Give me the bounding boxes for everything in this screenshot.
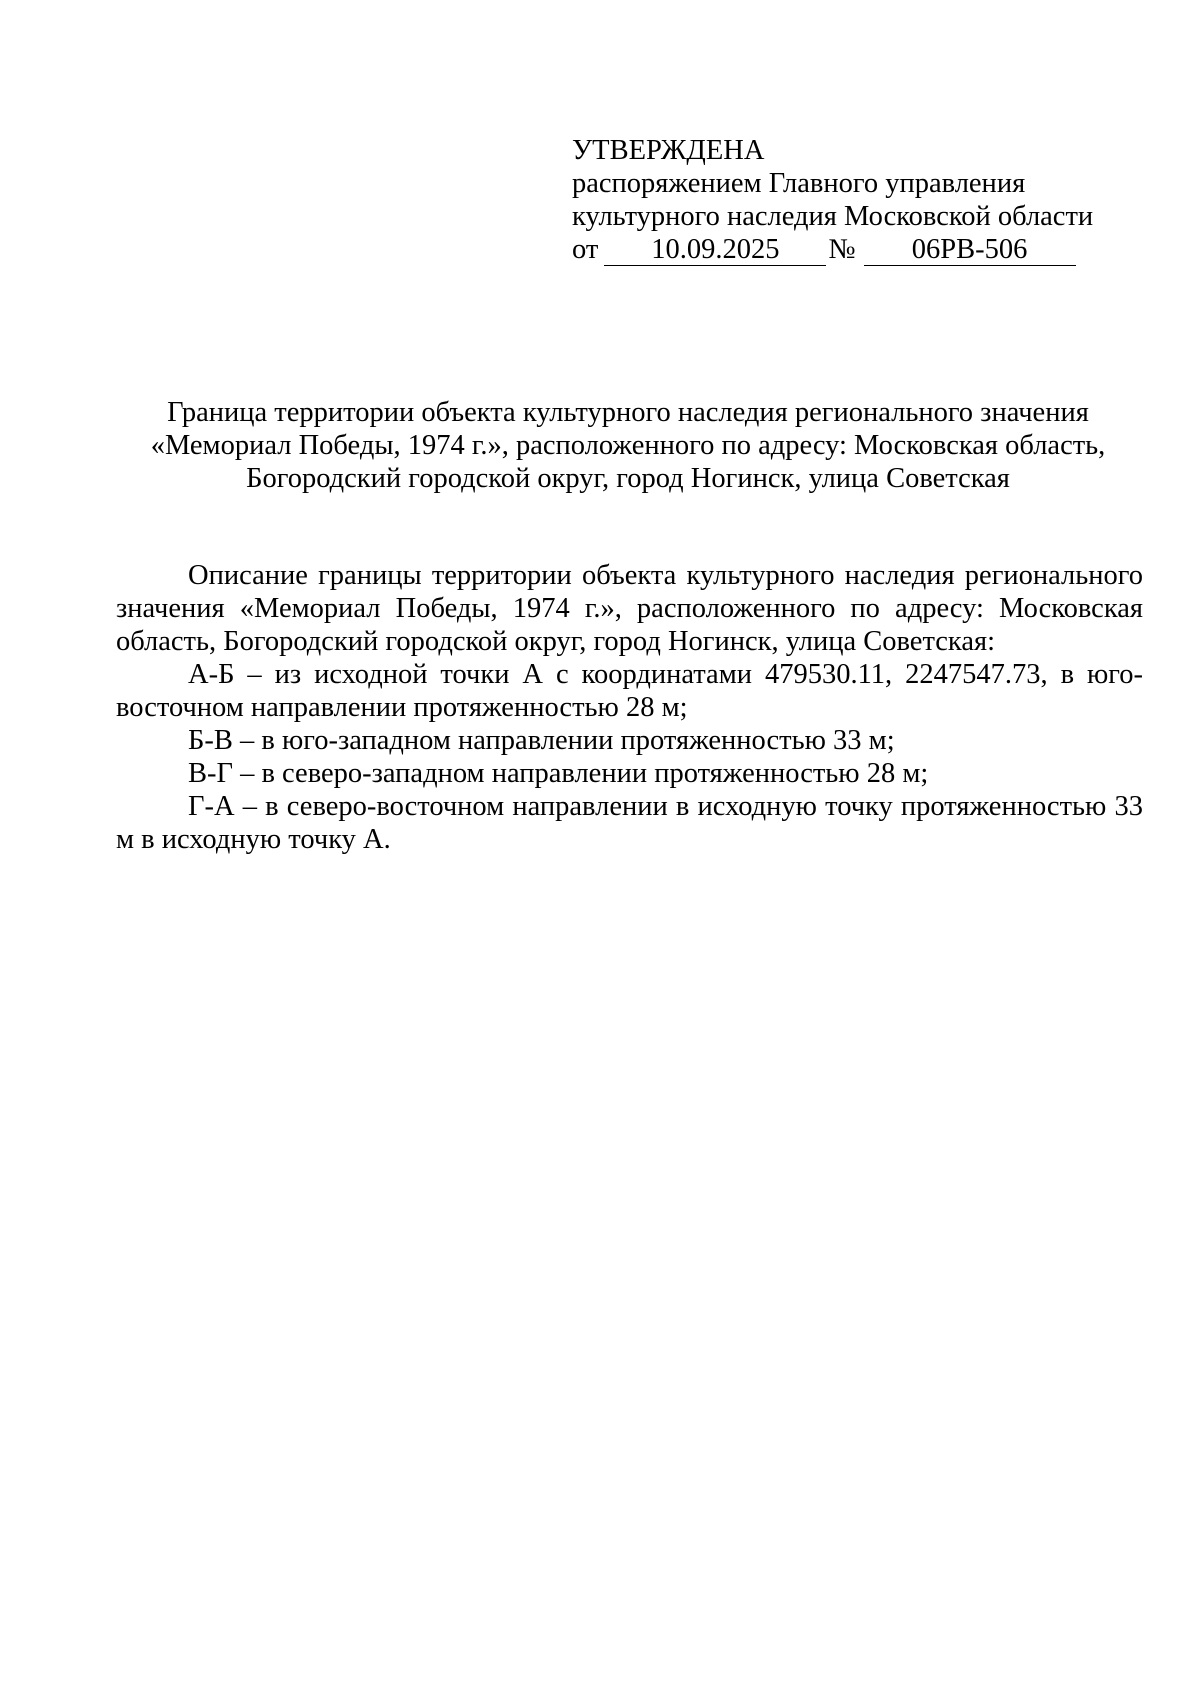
segment-g-a: Г-А – в северо-восточном направлении в исходную точку протяженностью 33 м в исходную точку А. [116,791,1143,855]
segment-v-g: В-Г – в северо-западном направлении протяженностью 28 м; [188,758,929,789]
title-line-2: «Мемориал Победы, 1974 г.», расположенного по адресу: Московская область, [150,430,1106,461]
approval-date-number-line [572,233,1132,266]
approval-authority-line-2: культурного наследия Московской области [572,201,1094,232]
description-intro: Описание границы территории объекта культурного наследия регионального значения «Мемориал Победы, 1974 г.», расположенного по адресу: Московская область, Богородский городской округ, город Ногинск, улица Советская: [116,560,1143,657]
segment-a-b: А-Б – из исходной точки А с координатами 479530.11, 2247547.73, в юго-восточном направлении протяженностью 28 м; [116,659,1143,723]
segment-b-v: Б-В – в юго-западном направлении протяженностью 33 м; [188,725,895,756]
approval-date: 10.09.2025 [604,235,826,266]
approval-heading: УТВЕРЖДЕНА [572,135,765,166]
approval-authority-line-1: распоряжением Главного управления [572,168,1026,199]
boundary-description [116,559,1143,856]
number-sign-label: № [828,234,856,265]
date-from-label: от [572,234,599,265]
approval-block [572,134,1132,266]
title-line-1: Граница территории объекта культурного наследия регионального значения [167,397,1089,428]
approval-number: 06РВ-506 [864,235,1076,266]
document-title [120,396,1136,495]
title-line-3: Богородский городской округ, город Ногинск, улица Советская [246,463,1010,494]
